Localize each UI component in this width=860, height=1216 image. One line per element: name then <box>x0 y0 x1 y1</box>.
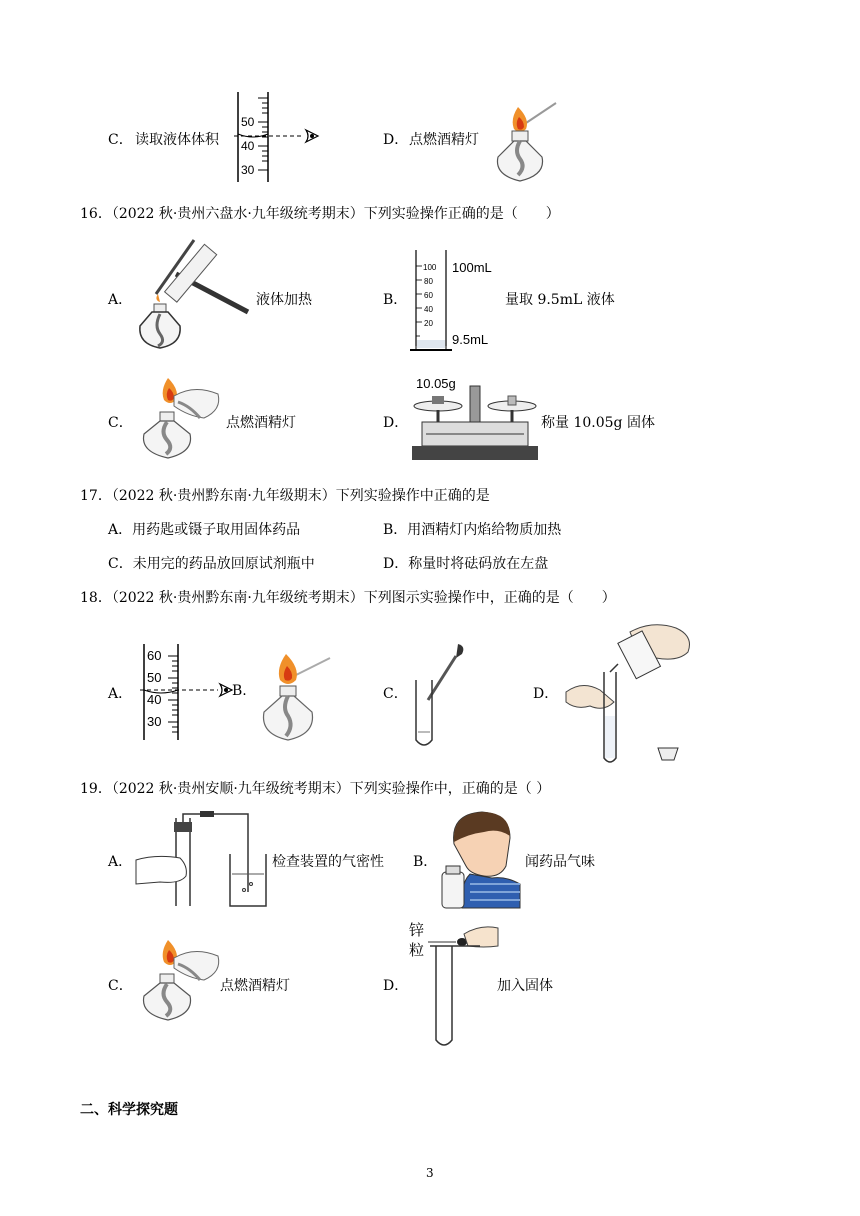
q16-option-a-letter: A． <box>108 292 133 308</box>
q15-option-c-text: 读取液体体积 <box>135 132 219 148</box>
q18-option-a-letter: A． <box>108 686 133 702</box>
question-16-stem: 16．（2022 秋·贵州六盘水·九年级统考期末）下列实验操作正确的是（ ） <box>80 206 560 222</box>
q15-option-d-letter: D． <box>383 132 409 148</box>
mass-label: 10.05g <box>416 376 456 391</box>
q15-option-c-letter: C． <box>108 132 133 148</box>
tick-40: 40 <box>424 305 433 314</box>
question-17-stem: 17．（2022 秋·贵州黔东南·九年级期末）下列实验操作中正确的是 <box>80 488 490 504</box>
q15-option-d-text: 点燃酒精灯 <box>409 132 479 148</box>
zinc-label-char-1: 锌 <box>409 921 425 939</box>
tick-40: 40 <box>147 692 162 707</box>
graduated-cylinder-reading-figure <box>232 90 332 185</box>
q18-option-d-letter: D． <box>533 686 559 702</box>
tick-40: 40 <box>241 139 255 153</box>
q17-option-c: C．未用完的药品放回原试剂瓶中 <box>108 556 315 572</box>
q19-option-b-letter: B． <box>413 854 438 870</box>
section-heading: 二、科学探究题 <box>80 1102 178 1118</box>
q19-option-d-caption: 加入固体 <box>497 978 553 994</box>
q16-option-c-caption: 点燃酒精灯 <box>226 415 296 431</box>
label-100ml: 100mL <box>452 260 492 275</box>
page-number: 3 <box>426 1166 434 1180</box>
lamp-lighting-from-lamp-figure <box>134 372 224 462</box>
lamp-lighting-from-lamp-figure-q19 <box>134 934 224 1024</box>
dropper-test-tube-figure <box>410 640 470 750</box>
q17-option-a: A．用药匙或镊子取用固体药品 <box>108 522 301 538</box>
q19-option-a-letter: A． <box>108 854 133 870</box>
adding-solid-to-test-tube-figure <box>428 918 508 1050</box>
q19-option-d-letter: D． <box>383 978 409 994</box>
tick-60: 60 <box>424 291 433 300</box>
q18-option-c-letter: C． <box>383 686 408 702</box>
q16-option-b-letter: B． <box>383 292 408 308</box>
alcohol-lamp-match-figure-q18 <box>256 644 336 744</box>
q16-option-c-letter: C． <box>108 415 133 431</box>
measuring-cylinder-figure <box>408 246 508 354</box>
balance-scale-figure <box>410 372 540 464</box>
tick-30: 30 <box>147 714 162 729</box>
smelling-reagent-figure <box>440 808 520 910</box>
q16-option-a-caption: 液体加热 <box>256 292 312 308</box>
q19-option-c-letter: C． <box>108 978 133 994</box>
q16-option-b-caption: 量取 9.5mL 液体 <box>505 292 615 308</box>
label-9-5ml: 9.5mL <box>452 332 489 347</box>
question-19-stem: 19．（2022 秋·贵州安顺·九年级统考期末）下列实验操作中，正确的是（ ） <box>80 781 551 797</box>
test-tube-heating-figure <box>136 234 256 352</box>
q16-option-d-caption: 称量 10.05g 固体 <box>541 415 655 431</box>
cylinder-reading-figure-q18 <box>140 640 240 744</box>
zinc-granule-label <box>409 920 424 960</box>
pouring-liquid-figure <box>560 612 700 770</box>
q19-option-b-caption: 闻药品气味 <box>525 854 595 870</box>
q19-option-c-caption: 点燃酒精灯 <box>220 978 290 994</box>
tick-30: 30 <box>241 163 255 177</box>
airtightness-check-figure <box>136 810 271 910</box>
q19-option-a-caption: 检查装置的气密性 <box>272 854 384 870</box>
q17-option-b: B．用酒精灯内焰给物质加热 <box>383 522 562 538</box>
tick-50: 50 <box>241 115 255 129</box>
tick-50: 50 <box>147 670 162 685</box>
tick-100: 100 <box>423 263 437 272</box>
question-18-stem: 18．（2022 秋·贵州黔东南·九年级统考期末）下列图示实验操作中，正确的是（ ） <box>80 590 616 606</box>
tick-80: 80 <box>424 277 433 286</box>
q16-option-d-letter: D． <box>383 415 409 431</box>
tick-60: 60 <box>147 648 162 663</box>
q18-option-b-letter: B. <box>232 683 247 699</box>
alcohol-lamp-match-figure <box>490 95 560 187</box>
tick-20: 20 <box>424 319 433 328</box>
zinc-label-char-2: 粒 <box>409 941 425 959</box>
q17-option-d: D．称量时将砝码放在左盘 <box>383 556 549 572</box>
